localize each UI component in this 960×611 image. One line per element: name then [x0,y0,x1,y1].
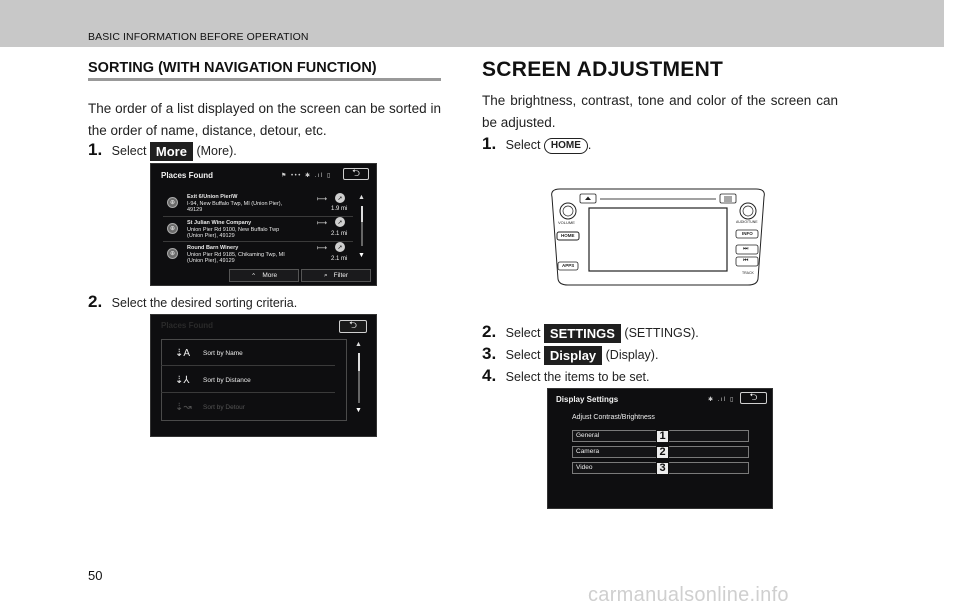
header-bar [0,0,944,47]
audio-tune-label: AUDIO/TUNE [736,220,758,224]
go-icon[interactable]: ➚ [335,193,345,203]
sort-screen [150,314,377,437]
step-text: Select the items to be set. [505,370,650,384]
sort-option-distance[interactable] [161,368,335,393]
display-settings-screen [547,388,773,509]
display-chip: Display [544,346,602,365]
back-button[interactable]: ⮌ [740,392,767,404]
screen-title: Display Settings [556,395,619,404]
distance-unit: mi [341,256,348,262]
step-suffix: (More). [196,144,237,158]
distance-value: 1.9 [331,206,340,212]
screen-title-dimmed: Places Found [161,321,214,330]
go-icon[interactable]: ➚ [335,217,345,227]
filter-button[interactable] [301,269,371,282]
step-suffix: . [587,138,592,152]
step-suffix: (Display). [605,348,659,362]
step-suffix: (SETTINGS). [624,326,699,340]
place-name: Exit 6/Union Pier/W [187,194,238,200]
volume-label: VOLUME [558,220,575,225]
step-number: 2. [88,292,103,311]
watermark: carmanualsonline.info [588,584,789,606]
callout-marker: 3 [656,462,669,475]
distance-unit: mi [341,206,348,212]
place-icon: ⊕ [167,197,178,208]
sort-distance-icon: ⇣⅄ [175,375,190,386]
callout-marker: 2 [656,446,669,459]
distance [331,206,347,212]
place-text [187,220,279,240]
step-prefix: Select [505,348,541,362]
head-unit-illustration [548,187,768,287]
left-step-2 [88,292,297,312]
step-text: Select the desired sorting criteria. [111,296,298,310]
sort-option-label: Sort by Distance [203,377,251,384]
chevron-up-icon: ⌃ [250,272,257,280]
filter-label: Filter [333,272,349,279]
step-prefix: Select [505,326,541,340]
distance-value: 2.1 [331,256,340,262]
home-button[interactable]: HOME [561,233,575,238]
scroll-up-icon[interactable]: ▲ [355,341,362,348]
status-icons: ✱ .ıl ▯ [708,397,735,403]
sort-option-detour [161,395,335,420]
place-icon: ⊕ [167,248,178,259]
step-prefix: Select [111,144,147,158]
more-label: More [262,272,278,279]
place-text [187,245,285,265]
menu-item-camera[interactable]: Camera [572,446,749,458]
row-divider [163,216,353,217]
left-step-1 [88,140,237,161]
screen-title: Places Found [161,171,214,180]
right-intro: The brightness, contrast, tone and color of the screen can be adjusted. [482,93,838,130]
left-heading: SORTING (WITH NAVIGATION FUNCTION) [88,60,377,76]
place-zip: 49129 [187,207,203,214]
right-step-4 [482,366,650,386]
sort-option-label: Sort by Detour [203,404,245,411]
home-chip: HOME [544,138,588,154]
step-prefix: Select [505,138,541,152]
sort-option-name[interactable] [161,341,335,366]
distance [331,256,347,262]
place-name: St Julian Wine Company [187,220,252,226]
step-number: 2. [482,322,497,341]
place-zip: (Union Pier), 49129 [187,258,235,265]
heading-rule [88,78,441,81]
scroll-thumb[interactable] [361,206,363,222]
back-button[interactable]: ⮌ [343,168,369,180]
adjust-contrast-button[interactable]: Adjust Contrast/Brightness [572,414,655,421]
place-address: Union Pier Rd 9185, Chikaming Twp, MI [187,251,285,258]
right-step-3 [482,344,658,365]
apps-button[interactable]: APPS [562,263,575,268]
distance-value: 2.1 [331,231,340,237]
seek-forward-icon[interactable]: ⏭ [743,246,749,252]
place-address: Union Pier Rd 9100, New Buffalo Twp [187,226,280,233]
step-number: 1. [88,140,103,159]
left-intro: The order of a list displayed on the screen can be sorted in the order of name, distance, detour, etc. [88,101,441,138]
info-button[interactable]: INFO [742,231,753,236]
step-number: 1. [482,134,497,153]
place-zip: (Union Pier), 49129 [187,233,235,240]
places-found-screen [150,163,377,286]
search-icon: ⌕ [323,271,328,279]
place-icon: ⊕ [167,223,178,234]
more-button[interactable] [229,269,299,282]
scroll-down-icon[interactable]: ▼ [355,407,362,414]
menu-item-video[interactable]: Video [572,462,749,474]
settings-chip: SETTINGS [544,324,621,343]
callout-marker: 1 [656,430,669,443]
right-step-2 [482,322,699,343]
step-number: 4. [482,366,497,385]
section-title: BASIC INFORMATION BEFORE OPERATION [88,31,309,43]
distance-unit: mi [341,231,348,237]
direction-arrow-icon: ⟼ [317,196,328,203]
page-number: 50 [88,568,103,583]
sort-option-label: Sort by Name [203,350,243,357]
scroll-up-icon[interactable]: ▲ [358,194,365,201]
right-heading: SCREEN ADJUSTMENT [482,58,724,81]
distance [331,231,347,237]
direction-arrow-icon: ⟼ [317,245,328,252]
step-number: 3. [482,344,497,363]
scroll-down-icon[interactable]: ▼ [358,252,365,259]
row-divider [163,241,353,242]
go-icon[interactable]: ➚ [335,242,345,252]
menu-item-general[interactable]: General [572,430,749,442]
more-chip: More [150,142,193,161]
place-text [187,194,282,214]
seek-back-icon[interactable]: ⏮ [743,258,749,264]
sort-detour-icon: ⇣↝ [175,402,192,413]
sort-name-icon: ⇣A [175,348,191,359]
track-label: TRACK [742,271,754,275]
place-name: Round Barn Winery [187,245,239,251]
right-step-1 [482,134,591,154]
status-icons: ⚑ ••• ✱ .ıl ▯ [281,173,332,179]
head-unit-drawing [548,187,768,287]
scroll-thumb[interactable] [358,353,360,371]
back-button[interactable]: ⮌ [339,320,367,333]
place-address: I-94, New Buffalo Twp, MI (Union Pier), [187,200,283,207]
direction-arrow-icon: ⟼ [317,220,328,227]
